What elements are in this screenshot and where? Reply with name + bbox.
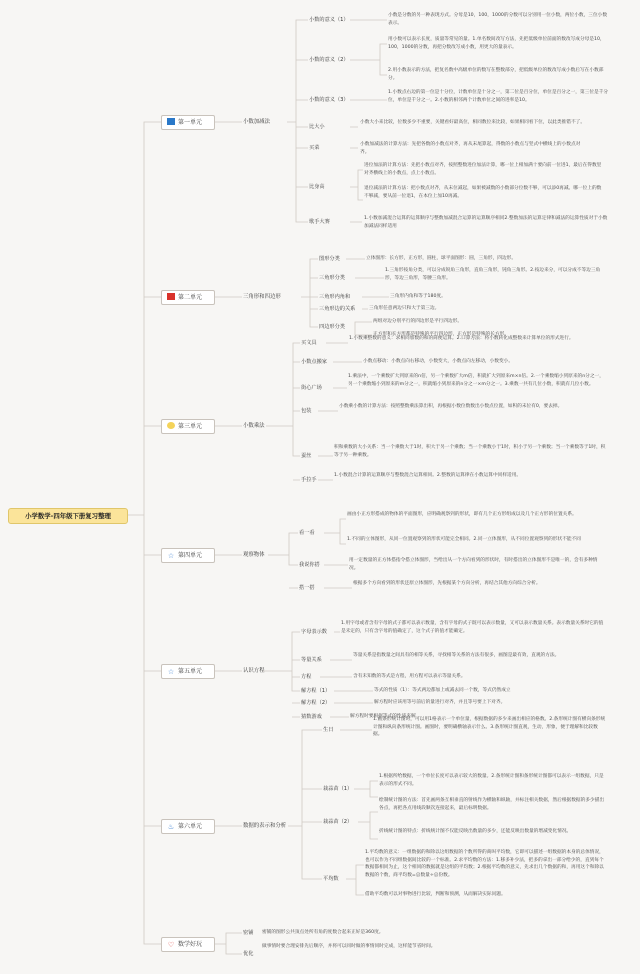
- note: 1.根据所给数据，一个单位长度可以表示较大的数量。2.条形统计图和条形统计图都可以表示一组数据，只是表示的形式不同。: [379, 774, 604, 787]
- topic-unit-1: 小数加减法: [243, 119, 270, 125]
- bulb-icon: [167, 422, 175, 429]
- note: 2.用小数表示的方法，把复名数中高级单位的数写在整数部分，把低级单位的数改写成小数后写在小数部分。: [388, 68, 604, 81]
- note: 进位加法的计算方法：先把小数点对齐，按照整数进位加法计算，哪一位上相加满十要向前一位进1，最后在得数里对齐横线上的小数点，点上小数点。: [364, 163, 602, 176]
- topic-unit-3: 小数乘法: [243, 423, 265, 429]
- note: 用小数可以表示长度，质量等常见的量。1.单名数间改写方法，先把低级单位前面的数改写成分母是10，100，1000的分数，再把分数改写成小数，用更大的量表示。: [388, 37, 605, 50]
- subtopic: 栽蒜苗（1）: [323, 786, 353, 792]
- subtopic: 包装: [301, 408, 312, 414]
- star-icon: ☆: [167, 552, 175, 560]
- subtopic: 比大小: [309, 124, 325, 130]
- note: 小数乘小数的计算方法：按照整数乘法算出积，再根据小数位数数出小数点位置，如积的末位有0，要去掉。: [339, 404, 563, 409]
- note: 1.画条形统计图时，可以用1格表示一个单位量，根据数据的多少来画出相应的格数。2.条形统计图有横向条形统计图和纵向条形统计图。画图时，要明确横轴表示什么。3.条形统计图直观，生动，形象，便于理解和比较数据。: [373, 717, 606, 738]
- unit-label: 第五单元: [178, 668, 203, 675]
- note: 解方程时应该用等号前后的量进行对齐，并且等号要上下对齐。: [374, 700, 506, 705]
- subtopic: 手拉手: [301, 477, 317, 483]
- unit-7-node[interactable]: [161, 937, 215, 952]
- subtopic: 生日: [323, 727, 334, 733]
- subtopic: 方程: [301, 674, 312, 680]
- topic-unit-5: 认识方程: [243, 668, 265, 674]
- subtopic: 解方程（1）: [301, 688, 331, 694]
- unit-3-node[interactable]: [161, 419, 215, 434]
- subtopic: 栽蒜苗（2）: [323, 819, 353, 825]
- unit-label: 第六单元: [178, 823, 203, 830]
- unit-1-node[interactable]: [161, 115, 215, 130]
- note: 立体图形：长方形，正方形，圆柱，球平面图形：圆，三角形，四边形。: [366, 256, 517, 261]
- topic-unit-6: 数据的表示和分析: [243, 823, 287, 829]
- note: 1.平均数的意义：一组数据的和除以这组数据的个数所得的商叫平均数，它即可以描述一组数据的本身的总体情况，也可以作为不同组数据间比较的一个标准。2.求平均数的方法：1.移多补少法，把多的拿出一部分给少的，直到每个数据都相同为止，这个相同的数据就是这组的平均数；2.根据平均数的意义，先求出几个数据的和，再用这个和除以数据的个数，商平均数=总数量÷总份数。: [365, 850, 604, 878]
- note: 1.乘法中，一个乘数扩大到原来的n倍，另一个乘数扩大m倍，积就扩大到原来m×n倍。2.一个乘数缩小到原来的n分之一，另一个乘数缩小到原来的m分之一，积就缩小到原来的n分之一×m分之一。3.乘数一共有几位小数，积就有几位小数。: [348, 374, 604, 387]
- subtopic: 三角形分类: [319, 275, 345, 281]
- note: 做事情时要合理安排先后顺序，并将可以同时做的事情同时完成，这样能节省时间。: [262, 944, 436, 949]
- note: 正方形和长方形都是特殊的平行四边形，正方形是特殊的长方形。: [373, 332, 509, 337]
- note: 1.小数点右边的第一位是十分位，计数单位是十分之一，第二位是百分位，单位是百分之一，第三位是千分位，单位是千分之一。2.小数的相邻两个计数单位之间的进率是10。: [388, 90, 609, 103]
- note: 等量关系是指数量之间具有的相等关系，寻找相等关系的方法有很多，画图是最有效，直观的方法。: [353, 653, 560, 658]
- subtopic: 优化: [243, 951, 254, 957]
- unit-label: 数学好玩: [178, 941, 203, 948]
- unit-5-node[interactable]: [161, 664, 215, 679]
- note: 小数点移动：小数点向右移动，小数变大，小数点向左移动，小数变小。: [363, 359, 514, 364]
- note: 1.不同的立体图形，从同一位置观察到的形状可能完全相同。2.同一立体图形，从不同位置观察到的形状不能不同: [347, 537, 581, 542]
- heart-icon: ♡: [167, 941, 175, 949]
- note: 1.三角形按角分类，可以分成锐角三角形，直角三角形，钝角三角形。2.按边来分，可以分成不等边三角形，等边三角形，等腰三角形。: [385, 268, 601, 281]
- topic-unit-4: 观察物体: [243, 552, 265, 558]
- subtopic: 小数点搬家: [301, 359, 327, 365]
- subtopic: 买文具: [301, 340, 317, 346]
- note: 退位减法的计算方法：把小数点对齐，从末位减起，如果被减数的小数部分位数不够，可以添0再减。哪一位上的数不够减，要从前一位退1，在本位上加10再减。: [364, 186, 602, 199]
- subtopic: 四边形分类: [319, 324, 345, 330]
- subtopic: 小数的意义（1）: [309, 17, 349, 23]
- subtopic: 买菜: [309, 145, 320, 151]
- star-icon: ☆: [167, 668, 175, 676]
- note: 画由小正方形搭成的物体的平面图形，应明确观察到的形状，即有几个正方形组成以及几个正方形的位置关系。: [347, 512, 577, 517]
- subtopic: 歌手大赛: [309, 219, 330, 225]
- subtopic: 看一看: [299, 530, 315, 536]
- note: 解方程时要根据等式的性质来解: [350, 714, 416, 719]
- note: 绘制统计图的方法：首先画两条互相垂直的射线作为横轴和纵轴，并标注相关数据，然后根据数据的多少描出各点，再把各点用线段顺次连接起来，最后标明数据。: [379, 798, 605, 811]
- subtopic: 街心广场: [301, 385, 322, 391]
- subtopic: 图形分类: [319, 256, 340, 262]
- note: 小数是分数的另一种表现方式。分母是10，100，1000的分数可以分别用一位小数，两位小数，三位小数表示。: [388, 13, 608, 26]
- subtopic: 蚕丝: [301, 453, 312, 459]
- note: 折线统计图的特点：折线统计图不仅能反映出数量的多少，还能反映出数量的增减变化情况。: [379, 829, 572, 834]
- unit-4-node[interactable]: [161, 548, 215, 563]
- unit-label: 第三单元: [178, 423, 203, 430]
- note: 借助平均数可以对事物进行比较，判断和预测，从而解决实际问题。: [365, 892, 506, 897]
- topic-unit-2: 三角形和四边形: [243, 294, 281, 300]
- subtopic: 三角形内角和: [319, 294, 351, 300]
- subtopic: 小数的意义（2）: [309, 57, 349, 63]
- unit-6-node[interactable]: [161, 819, 215, 834]
- note: 三角形任意两边只和大于第三边。: [369, 306, 440, 311]
- subtopic: 三角形边的关系: [319, 306, 356, 312]
- note: 密铺的图形公共顶点处所有角的度数合起来正好是360度。: [262, 930, 384, 935]
- subtopic: 比身高: [309, 184, 325, 190]
- note: 三角形内角和等于180度。: [390, 294, 446, 299]
- note: 等式的性质（1）：等式两边都加上或减去同一个数，等式仍然成立: [374, 688, 511, 693]
- subtopic: 等量关系: [301, 657, 322, 663]
- note: 1.小数混合计算的运算顺序与整数混合运算相同。2.整数的运算律在小数运算中同样适用。: [334, 473, 522, 478]
- note: 两组对边分别平行的四边形是平行四边形。: [373, 319, 463, 324]
- note: 用一定数量的正方体搭指令搭立体图形，当给出从一个方向看到的形状时，有时搭出的立体图形不是唯一的，会有多种情况。: [349, 558, 598, 571]
- note: 根据多个方向看到的形状还原立体图形，先根据某个方向分析，再结合其他方向综合分析。: [353, 581, 541, 586]
- root-title: 小学数学-四年级下册复习整理: [8, 508, 128, 524]
- subtopic: 字母表示数: [301, 629, 327, 635]
- fire-icon: ♨: [167, 823, 175, 831]
- subtopic: 解方程（2）: [301, 700, 331, 706]
- subtopic: 平均数: [323, 876, 339, 882]
- note: 积和乘数的大小关系：当一个乘数大于1时，积大于另一个乘数；当一个乘数小于1时，积小于另一个乘数；当一个乘数等于1时，积等于另一种乘数。: [334, 445, 606, 458]
- note: 小数大小来比较，位数多少不重要，关键看好最高位，相同数位来比较，如果相同看下位，以此类推错不了。: [360, 120, 586, 125]
- flag-icon: [167, 118, 175, 125]
- note: 1.小数加减混合运算的运算顺序与整数加减混合运算的运算顺序相同2.整数加法的运算定律和减法的运算性质对于小数加减法同样适用: [364, 216, 608, 229]
- note: 1.用字母或者含有字母的式子都可以表示数量，含有字母的式子既可以表示数量，又可以表示数量关系。表示数量关系时它的值是未定的，只有含字母的值确定了，这个式子的值才能确定。: [341, 621, 604, 634]
- flag-icon: [167, 293, 175, 300]
- subtopic: 小数的意义（3）: [309, 97, 349, 103]
- unit-label: 第二单元: [178, 294, 203, 301]
- note: 1.小数乘整数的意义：求相同加数的和的简便运算。2.口算方法：将小数转化成整数来计算单位的形式进行。: [349, 336, 574, 341]
- subtopic: 我说你搭: [299, 562, 320, 568]
- subtopic: 搭一搭: [299, 585, 315, 591]
- subtopic: 密铺: [243, 930, 254, 936]
- unit-label: 第一单元: [178, 119, 203, 126]
- note: 小数加减法的计算方法：先把各数的小数点对齐，再从末尾算起，得数的小数点与竖式中横线上的小数点对齐。: [360, 142, 581, 155]
- note: 含有未知数的等式是方程，用方程可以表示等量关系。: [353, 674, 466, 679]
- subtopic: 猜数游戏: [301, 714, 322, 720]
- unit-label: 第四单元: [178, 552, 203, 559]
- unit-2-node[interactable]: [161, 290, 215, 305]
